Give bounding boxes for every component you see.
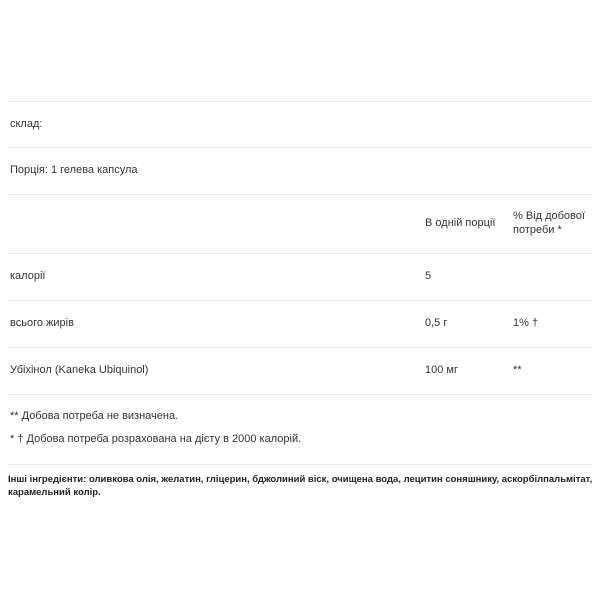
nutrient-name: Убіхінол (Kaneka Ubiquinol)	[10, 364, 149, 376]
nutrient-name: всього жирів	[10, 317, 74, 329]
divider	[8, 147, 592, 148]
divider	[8, 253, 592, 254]
divider	[8, 347, 592, 348]
divider	[8, 194, 592, 195]
header-daily-value	[513, 209, 585, 237]
nutrient-dv: 1% †	[513, 317, 539, 329]
footnote: * † Добова потреба розрахована на дієту в 2000 калорій.	[10, 433, 302, 445]
divider	[8, 464, 592, 465]
nutrient-amount: 100 мг	[425, 364, 458, 376]
header-daily-value-line1: % Від добової	[513, 210, 585, 222]
nutrient-amount: 5	[425, 270, 432, 282]
other-ingredients: Інші інгредієнти: оливкова олія, желатин, гліцерин, бджолиний віск, очищена вода, лецитин соняшнику, аскорбілпальмітат, карамельний колір.	[8, 474, 593, 498]
divider	[8, 101, 592, 102]
nutrient-name: калорії	[10, 270, 46, 282]
nutrient-amount: 0,5 г	[425, 317, 448, 329]
serving-size: Порція: 1 гелева капсула	[10, 164, 138, 176]
header-daily-value-line2: потреби *	[513, 224, 562, 236]
nutrient-dv: **	[513, 364, 522, 376]
header-per-serving: В одній порції	[425, 217, 496, 229]
divider	[8, 394, 592, 395]
composition-label: склад:	[10, 118, 43, 130]
divider	[8, 300, 592, 301]
footnote: ** Добова потреба не визначена.	[10, 410, 179, 422]
